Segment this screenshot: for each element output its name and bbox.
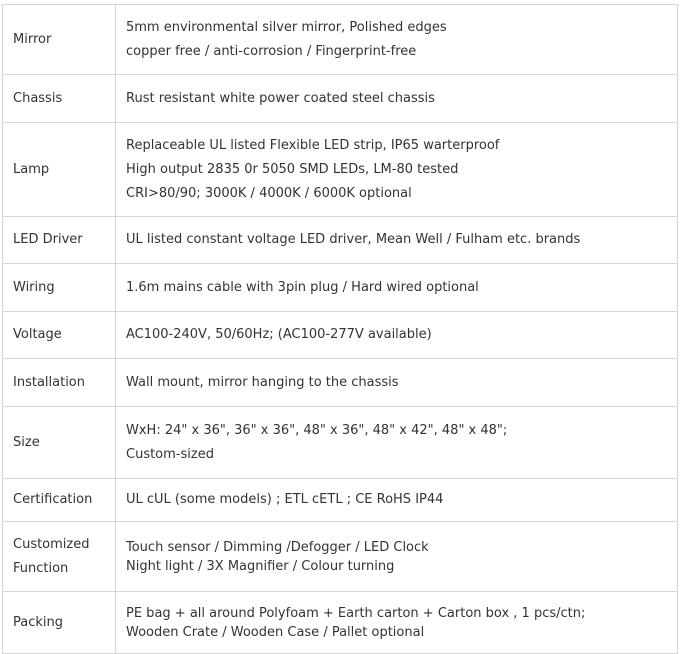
value-line: Night light / 3X Magnifier / Colour turning bbox=[126, 558, 395, 574]
value-line: Replaceable UL listed Flexible LED strip, IP65 warterproof bbox=[126, 137, 500, 153]
row-value bbox=[116, 123, 678, 217]
value-line: AC100-240V, 50/60Hz; (AC100-277V available) bbox=[126, 327, 432, 342]
spec-table bbox=[2, 4, 678, 654]
row-label bbox=[3, 264, 116, 312]
value-line: CRI>80/90; 3000K / 4000K / 6000K optional bbox=[126, 185, 412, 201]
row-value bbox=[116, 479, 678, 522]
row-value bbox=[116, 407, 678, 479]
label-text: Lamp bbox=[13, 161, 50, 177]
table-row-customized-function bbox=[3, 522, 678, 592]
row-label bbox=[3, 592, 116, 654]
value-line: Rust resistant white power coated steel chassis bbox=[126, 90, 435, 106]
row-value bbox=[116, 75, 678, 123]
row-label bbox=[3, 479, 116, 522]
row-label bbox=[3, 123, 116, 217]
row-label bbox=[3, 312, 116, 359]
label-text: Packing bbox=[13, 614, 64, 630]
table-row-installation bbox=[3, 359, 678, 407]
label-text: Mirror bbox=[13, 31, 52, 47]
label-text: Customized bbox=[13, 536, 90, 552]
label-text: Installation bbox=[13, 374, 86, 390]
table-row-chassis bbox=[3, 75, 678, 123]
table-row-size bbox=[3, 407, 678, 479]
row-value bbox=[116, 592, 678, 654]
row-label bbox=[3, 359, 116, 407]
value-line: Wall mount, mirror hanging to the chassis bbox=[126, 374, 399, 390]
row-value bbox=[116, 264, 678, 312]
value-line: Wooden Crate / Wooden Case / Pallet optional bbox=[126, 624, 425, 640]
row-label bbox=[3, 522, 116, 592]
row-value bbox=[116, 217, 678, 264]
label-text: Chassis bbox=[13, 90, 63, 106]
value-line: WxH: 24" x 36", 36" x 36", 48" x 36", 48" x 42", 48" x 48"; bbox=[126, 422, 508, 438]
value-line: 5mm environmental silver mirror, Polished edges bbox=[126, 19, 447, 35]
value-line: 1.6m mains cable with 3pin plug / Hard wired optional bbox=[126, 279, 479, 295]
table-row-voltage bbox=[3, 312, 678, 359]
label-text: Voltage bbox=[13, 327, 62, 342]
value-line: UL cUL (some models) ; ETL cETL ; CE RoHS IP44 bbox=[126, 492, 444, 507]
label-text: LED Driver bbox=[13, 232, 83, 247]
row-value bbox=[116, 522, 678, 592]
table-row-packing bbox=[3, 592, 678, 654]
value-line: UL listed constant voltage LED driver, Mean Well / Fulham etc. brands bbox=[126, 232, 581, 247]
table-row-certification bbox=[3, 479, 678, 522]
row-label bbox=[3, 407, 116, 479]
row-value bbox=[116, 5, 678, 75]
label-text: Function bbox=[13, 560, 69, 576]
label-text: Wiring bbox=[13, 279, 55, 295]
table-row-wiring bbox=[3, 264, 678, 312]
row-label bbox=[3, 75, 116, 123]
value-line: PE bag + all around Polyfoam + Earth carton + Carton box , 1 pcs/ctn; bbox=[126, 605, 586, 621]
table-row-led-driver bbox=[3, 217, 678, 264]
table-row-mirror bbox=[3, 5, 678, 75]
label-text: Certification bbox=[13, 492, 93, 507]
row-value bbox=[116, 359, 678, 407]
value-line: High output 2835 0r 5050 SMD LEDs, LM-80 tested bbox=[126, 161, 459, 177]
value-line: Custom-sized bbox=[126, 446, 214, 462]
value-line: Touch sensor / Dimming /Defogger / LED Clock bbox=[126, 539, 429, 555]
row-value bbox=[116, 312, 678, 359]
label-text: Size bbox=[13, 434, 40, 450]
row-label bbox=[3, 5, 116, 75]
table-row-lamp bbox=[3, 123, 678, 217]
row-label bbox=[3, 217, 116, 264]
value-line: copper free / anti-corrosion / Fingerprint-free bbox=[126, 43, 417, 59]
